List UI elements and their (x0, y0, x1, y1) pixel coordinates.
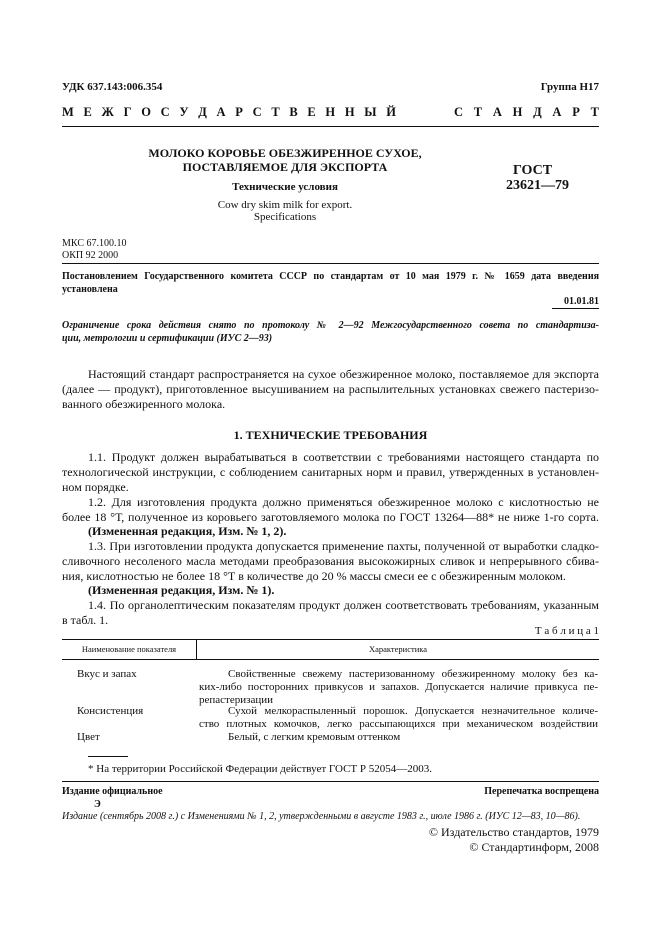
group-code: Группа Н17 (540, 81, 599, 93)
table-row-text: Свойственные свежему пастеризованному обезжиренному молоку без ка- (228, 668, 598, 680)
udk-code: УДК 637.143:006.354 (62, 81, 163, 93)
banner-letter: Е (83, 105, 92, 119)
table-row-text: ких-либо посторонних привкусов и запахов. Допускается наличие привкуса пе- (199, 681, 598, 693)
section-heading: 1. ТЕХНИЧЕСКИЕ ТРЕБОВАНИЯ (233, 428, 428, 442)
banner-letter: О (141, 105, 151, 119)
decree-line-2: установлена (62, 284, 118, 295)
intro-line-1: Настоящий стандарт распространяется на сухое обезжиренное молоко, поставляемое для экспорта (88, 367, 599, 381)
banner-letter: Й (386, 105, 396, 119)
banner-right (454, 105, 599, 120)
table-row-text: репастеризации (199, 694, 273, 706)
intro-line-2: (далее — продукт), приготовленное высушиванием на распылительных установках свежего пастеризо- (62, 382, 599, 396)
banner-letter: Н (344, 105, 355, 119)
p1-2-line-2: более 18 °Т, полученное из коровьего заготовляемого молока по ГОСТ 13264—88* не ниже 1-го сорта. (62, 510, 599, 524)
title-line-2: ПОСТАВЛЯЕМОЕ ДЛЯ ЭКСПОРТА (182, 160, 388, 174)
table-col-name-header: Наименование показателя (81, 644, 177, 654)
banner-letter: С (252, 105, 262, 119)
edition-mark: Э (94, 799, 101, 810)
restriction-line-2: ции, метрологии и сертификации (ИУС 2—93) (62, 333, 273, 344)
banner-letter: А (492, 105, 502, 119)
copyright-2008: © Стандартинформ, 2008 (469, 840, 599, 854)
table-row-text: ство плотных комочков, легко рассыпающихся при механическом воздействии (199, 718, 598, 730)
effective-date: 01.01.81 (564, 296, 599, 307)
okp-code: ОКП 92 2000 (62, 250, 119, 261)
footnote: * На территории Российской Федерации действует ГОСТ Р 52054—2003. (88, 763, 433, 775)
banner-letter: Н (512, 105, 523, 119)
banner-letter: Ы (364, 105, 377, 119)
footer-rule (62, 781, 599, 782)
english-title-2: Specifications (253, 211, 317, 223)
intro-line-3: ванного обезжиренного молока. (62, 397, 226, 411)
banner-letter: М (62, 105, 74, 119)
gost-label: ГОСТ (513, 163, 553, 178)
banner-letter: В (289, 105, 298, 119)
title-line-1: МОЛОКО КОРОВЬЕ ОБЕЗЖИРЕННОЕ СУХОЕ, (148, 146, 422, 160)
banner-left (62, 105, 396, 120)
p1-1-line-1: 1.1. Продукт должен вырабатываться в соответствии с требованиями настоящего стандарта по (88, 450, 599, 464)
banner-letter: Т (473, 105, 483, 119)
table-row-name: Консистенция (77, 705, 144, 717)
codes-rule (62, 263, 599, 264)
banner-letter: Е (307, 105, 316, 119)
table-row-text: Белый, с легким кремовым оттенком (228, 731, 401, 743)
edition-history: Издание (сентябрь 2008 г.) с Изменениями № 1, 2, утвержденными в августе 1983 г., июле 1986 г. (ИУС 12—83, 10—86). (62, 811, 581, 822)
copyright-1979: © Издательство стандартов, 1979 (428, 825, 599, 839)
banner-letter: Д (533, 105, 542, 119)
p1-4-line-1: 1.4. По органолептическим показателям продукт должен соответствовать требованиям, указанным (88, 598, 599, 612)
header-rule (62, 126, 599, 127)
table-row-name: Цвет (77, 731, 100, 743)
subtitle: Технические условия (232, 181, 338, 193)
p1-1-line-2: технологической инструкции, с соблюдением санитарных норм и правил, утвержденных в установлен- (62, 465, 599, 479)
p1-4-line-2: в табл. 1. (62, 613, 109, 627)
restriction-line-1: Ограничение срока действия снято по протоколу № 2—92 Межгосударственного совета по стандартиза- (62, 320, 599, 331)
banner-letter: Н (325, 105, 336, 119)
footnote-rule (88, 756, 128, 757)
banner-letter: А (552, 105, 562, 119)
banner-letter: Т (271, 105, 280, 119)
banner-letter: Р (235, 105, 243, 119)
mks-code: МКС 67.100.10 (62, 238, 127, 249)
banner-letter: С (454, 105, 464, 119)
banner-letter: А (216, 105, 226, 119)
banner-letter: С (160, 105, 170, 119)
table-header-rule (62, 659, 599, 660)
banner-letter: У (179, 105, 189, 119)
banner-letter: Д (198, 105, 207, 119)
p1-2-amendment: (Измененная редакция, Изм. № 1, 2). (88, 524, 287, 538)
banner-letter: Р (572, 105, 580, 119)
p1-3-line-1: 1.3. При изготовлении продукта допускается применение пахты, полученной от выработки сладко- (88, 539, 599, 553)
table-top-rule (62, 639, 599, 640)
official-edition: Издание официальное (62, 786, 163, 797)
english-title-1: Cow dry skim milk for export. (217, 199, 353, 211)
p1-3-line-2: сливочного несоленого масла методами преобразования высокожирных сливок и непрерывного сбива- (62, 554, 599, 568)
table-caption: Т а б л и ц а 1 (534, 625, 599, 637)
decree-line-1: Постановлением Государственного комитета СССР по стандартам от 10 мая 1979 г. № 1659 дата введения (62, 271, 599, 282)
reprint-notice: Перепечатка воспрещена (484, 786, 599, 797)
p1-1-line-3: ном порядке. (62, 480, 129, 494)
p1-3-line-3: ния, кислотностью не более 18 °Т в количестве до 20 % массы смеси ее с обезжиренным молоком. (62, 569, 566, 583)
banner-letter: Ж (101, 105, 114, 119)
date-underline (552, 308, 599, 309)
p1-2-line-1: 1.2. Для изготовления продукта должно применяться обезжиренное молоко с кислотностью не (88, 495, 599, 509)
table-row-name: Вкус и запах (77, 668, 137, 680)
gost-number: 23621—79 (506, 178, 569, 193)
table-row-text: Сухой мелкораспыленный порошок. Допускается незначительное количе- (228, 705, 598, 717)
banner-letter: Т (590, 105, 599, 119)
table-col-characteristic-header: Характеристика (368, 644, 428, 654)
banner-letter: Г (123, 105, 132, 119)
p1-3-amendment: (Измененная редакция, Изм. № 1). (88, 583, 275, 597)
